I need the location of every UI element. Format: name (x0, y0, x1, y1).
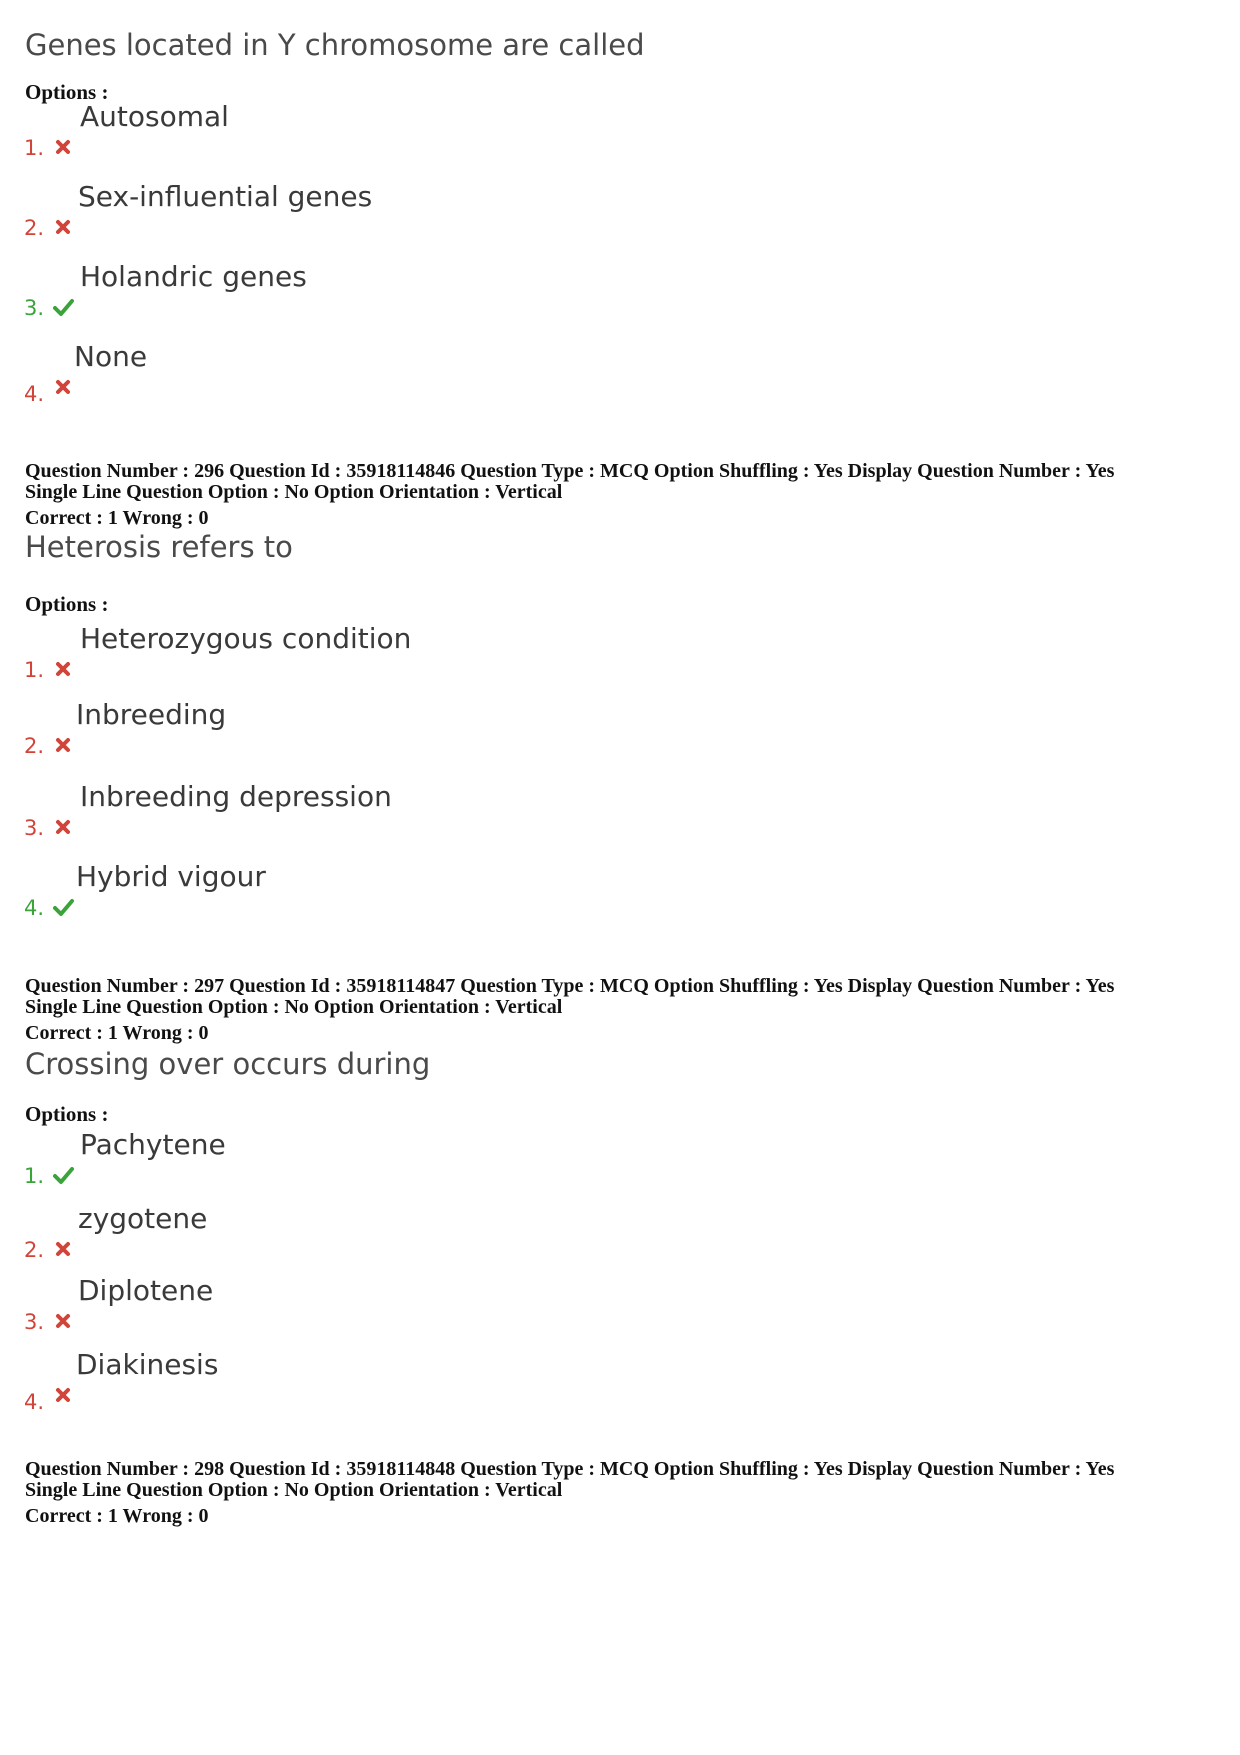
option-number: 3. (24, 296, 45, 320)
cross-icon (52, 816, 74, 838)
check-icon (52, 1164, 74, 1186)
option-number: 4. (24, 1390, 45, 1414)
option-number: 2. (24, 1238, 45, 1262)
option-number: 2. (24, 216, 45, 240)
cross-icon (52, 658, 74, 680)
question-meta-line2: Single Line Question Option : No Option Orientation : Vertical (25, 1479, 563, 1501)
question-meta-line2: Single Line Question Option : No Option Orientation : Vertical (25, 481, 563, 503)
option-text: Holandric genes (80, 260, 307, 293)
option-text: None (74, 340, 148, 373)
option-number: 4. (24, 382, 45, 406)
question-meta-line1: Question Number : 297 Question Id : 35918114847 Question Type : MCQ Option Shuffling : Yes Display Question Number : Yes (25, 975, 1115, 997)
cross-icon (52, 136, 74, 158)
option-item (22, 340, 722, 406)
option-item (22, 698, 722, 758)
cross-icon (52, 734, 74, 756)
option-item (22, 860, 722, 920)
check-icon (52, 896, 74, 918)
question-meta-line1: Question Number : 298 Question Id : 35918114848 Question Type : MCQ Option Shuffling : Yes Display Question Number : Yes (25, 1458, 1115, 1480)
check-icon (52, 296, 74, 318)
option-item (22, 622, 722, 682)
cross-icon (52, 1238, 74, 1260)
option-text: Inbreeding depression (80, 780, 392, 813)
option-number: 3. (24, 816, 45, 840)
option-item (22, 1348, 722, 1414)
question-marks: Correct : 1 Wrong : 0 (25, 1022, 209, 1044)
question-marks: Correct : 1 Wrong : 0 (25, 507, 209, 529)
question-meta-line1: Question Number : 296 Question Id : 35918114846 Question Type : MCQ Option Shuffling : Yes Display Question Number : Yes (25, 460, 1115, 482)
option-number: 1. (24, 136, 45, 160)
question-text: Crossing over occurs during (25, 1047, 431, 1081)
option-number: 2. (24, 734, 45, 758)
option-item (22, 1274, 722, 1334)
options-label: Options : (25, 592, 109, 616)
option-text: zygotene (78, 1202, 208, 1235)
option-text: Diakinesis (76, 1348, 219, 1381)
option-number: 1. (24, 658, 45, 682)
option-item (22, 1128, 722, 1188)
option-number: 1. (24, 1164, 45, 1188)
cross-icon (52, 1384, 74, 1406)
option-text: Heterozygous condition (80, 622, 412, 655)
option-text: Pachytene (80, 1128, 226, 1161)
question-text: Genes located in Y chromosome are called (25, 28, 645, 62)
options-label: Options : (25, 1102, 109, 1126)
option-number: 3. (24, 1310, 45, 1334)
question-meta-line2: Single Line Question Option : No Option Orientation : Vertical (25, 996, 563, 1018)
options-label: Options : (25, 80, 109, 104)
option-text: Inbreeding (76, 698, 227, 731)
cross-icon (52, 1310, 74, 1332)
option-text: Diplotene (78, 1274, 214, 1307)
question-text: Heterosis refers to (25, 530, 293, 564)
option-item (22, 1202, 722, 1262)
option-item (22, 100, 722, 160)
option-text: Sex-influential genes (78, 180, 373, 213)
option-number: 4. (24, 896, 45, 920)
cross-icon (52, 376, 74, 398)
option-text: Autosomal (80, 100, 229, 133)
option-item (22, 780, 722, 840)
option-item (22, 180, 722, 240)
option-item (22, 260, 722, 320)
cross-icon (52, 216, 74, 238)
question-marks: Correct : 1 Wrong : 0 (25, 1505, 209, 1527)
option-text: Hybrid vigour (76, 860, 266, 893)
